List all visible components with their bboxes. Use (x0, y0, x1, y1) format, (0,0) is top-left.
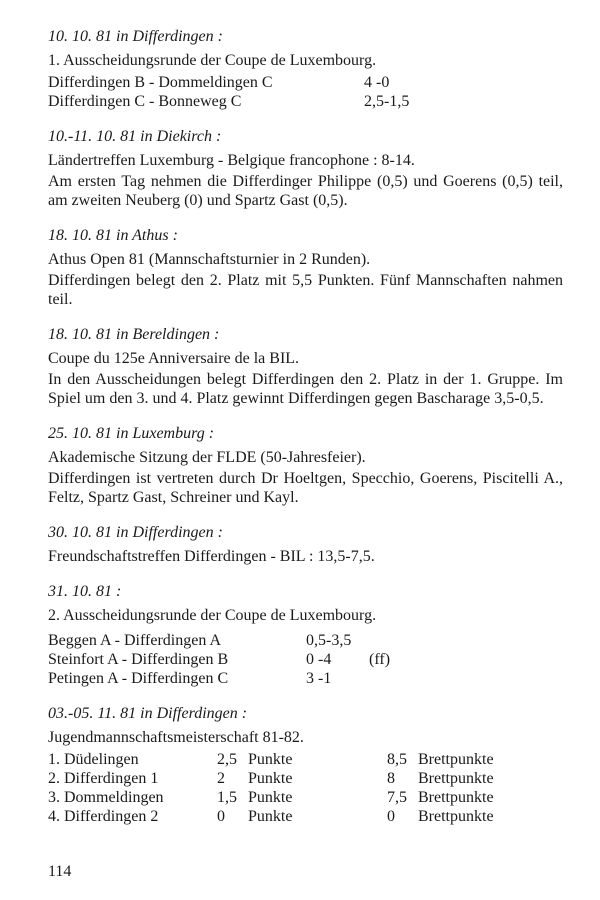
results-table (48, 73, 563, 111)
entry-athus (48, 226, 563, 309)
entry-line: Coupe du 125e Anniversaire de la BIL. (48, 350, 300, 367)
points-label: Punkte (248, 751, 293, 768)
entry-heading: 18. 10. 81 in Bereldingen : (48, 326, 220, 343)
match-label: Petingen A - Differdingen C (48, 670, 229, 687)
standings-row (48, 769, 563, 788)
entry-31-10-81 (48, 582, 563, 688)
points-label: Punkte (248, 808, 293, 825)
standings-row (48, 750, 563, 769)
entry-jugend (48, 704, 563, 826)
results-table (48, 631, 563, 688)
match-score: 0 -4 (306, 651, 332, 668)
team-name: 2. Differdingen 1 (48, 770, 159, 787)
team-points: 1,5 (217, 789, 237, 806)
entry-paragraph: Differdingen ist vertreten durch Dr Hoeltgen, Specchio, Goerens, Piscitelli A., Feltz, Spartz Gast, Schreiner und Kayl. (48, 470, 563, 506)
entry-line: 1. Ausscheidungsrunde der Coupe de Luxembourg. (48, 52, 377, 69)
entry-diekirch (48, 127, 563, 210)
board-points-label: Brettpunkte (418, 808, 494, 825)
entry-10-10-81 (48, 27, 563, 111)
entry-line: Jugendmannschaftsmeisterschaft 81-82. (48, 729, 304, 746)
board-points: 7,5 (387, 789, 407, 806)
team-name: 3. Dommeldingen (48, 789, 164, 806)
entry-heading: 30. 10. 81 in Differdingen : (48, 524, 223, 541)
entry-heading: 10.-11. 10. 81 in Diekirch : (48, 128, 222, 145)
board-points-label: Brettpunkte (418, 770, 494, 787)
entry-paragraph: In den Ausscheidungen belegt Differdingen den 2. Platz in der 1. Gruppe. Im Spiel um den 3. und 4. Platz gewinnt Differdingen gegen Bascharage 3,5-0,5. (48, 371, 563, 407)
team-name: 1. Düdelingen (48, 751, 139, 768)
result-row (48, 650, 563, 669)
entry-luxemburg (48, 424, 563, 507)
match-label: Differdingen C - Bonneweg C (48, 93, 242, 110)
board-points-label: Brettpunkte (418, 751, 494, 768)
entry-paragraph: Am ersten Tag nehmen die Differdinger Philippe (0,5) und Goerens (0,5) teil, am zweiten Neuberg (0) und Spartz Gast (0,5). (48, 173, 563, 209)
match-label: Differdingen B - Dommeldingen C (48, 74, 273, 91)
entry-line: 2. Ausscheidungsrunde der Coupe de Luxembourg. (48, 607, 377, 624)
standings-row (48, 788, 563, 807)
entry-line: Athus Open 81 (Mannschaftsturnier in 2 Runden). (48, 251, 371, 268)
page-body (48, 27, 563, 842)
entry-line: Ländertreffen Luxemburg - Belgique francophone : 8-14. (48, 152, 415, 169)
board-points: 8 (387, 770, 395, 787)
standings-table (48, 750, 563, 826)
page-number: 114 (48, 863, 72, 880)
result-row (48, 669, 563, 688)
result-row (48, 92, 563, 111)
team-points: 2,5 (217, 751, 237, 768)
team-points: 0 (217, 808, 225, 825)
entry-heading: 31. 10. 81 : (48, 583, 122, 600)
entry-heading: 18. 10. 81 in Athus : (48, 227, 178, 244)
points-label: Punkte (248, 789, 293, 806)
entry-line: Akademische Sitzung der FLDE (50-Jahresfeier). (48, 449, 366, 466)
entry-paragraph: Differdingen belegt den 2. Platz mit 5,5 Punkten. Fünf Mannschaften nahmen teil. (48, 272, 563, 308)
entry-heading: 03.-05. 11. 81 in Differdingen : (48, 705, 248, 722)
team-points: 2 (217, 770, 225, 787)
match-label: Beggen A - Differdingen A (48, 632, 222, 649)
entry-30-10-81 (48, 523, 563, 566)
standings-row (48, 807, 563, 826)
entry-heading: 10. 10. 81 in Differdingen : (48, 28, 223, 45)
entry-heading: 25. 10. 81 in Luxemburg : (48, 425, 215, 442)
board-points-label: Brettpunkte (418, 789, 494, 806)
match-score: 2,5-1,5 (364, 93, 410, 110)
result-row (48, 631, 563, 650)
board-points: 0 (387, 808, 395, 825)
match-note: (ff) (369, 651, 391, 668)
team-name: 4. Differdingen 2 (48, 808, 159, 825)
entry-bereldingen (48, 325, 563, 408)
result-row (48, 73, 563, 92)
points-label: Punkte (248, 770, 293, 787)
match-label: Steinfort A - Differdingen B (48, 651, 229, 668)
board-points: 8,5 (387, 751, 407, 768)
match-score: 0,5-3,5 (306, 632, 352, 649)
match-score: 4 -0 (364, 74, 390, 91)
match-score: 3 -1 (306, 670, 332, 687)
entry-line: Freundschaftstreffen Differdingen - BIL : 13,5-7,5. (48, 548, 375, 565)
